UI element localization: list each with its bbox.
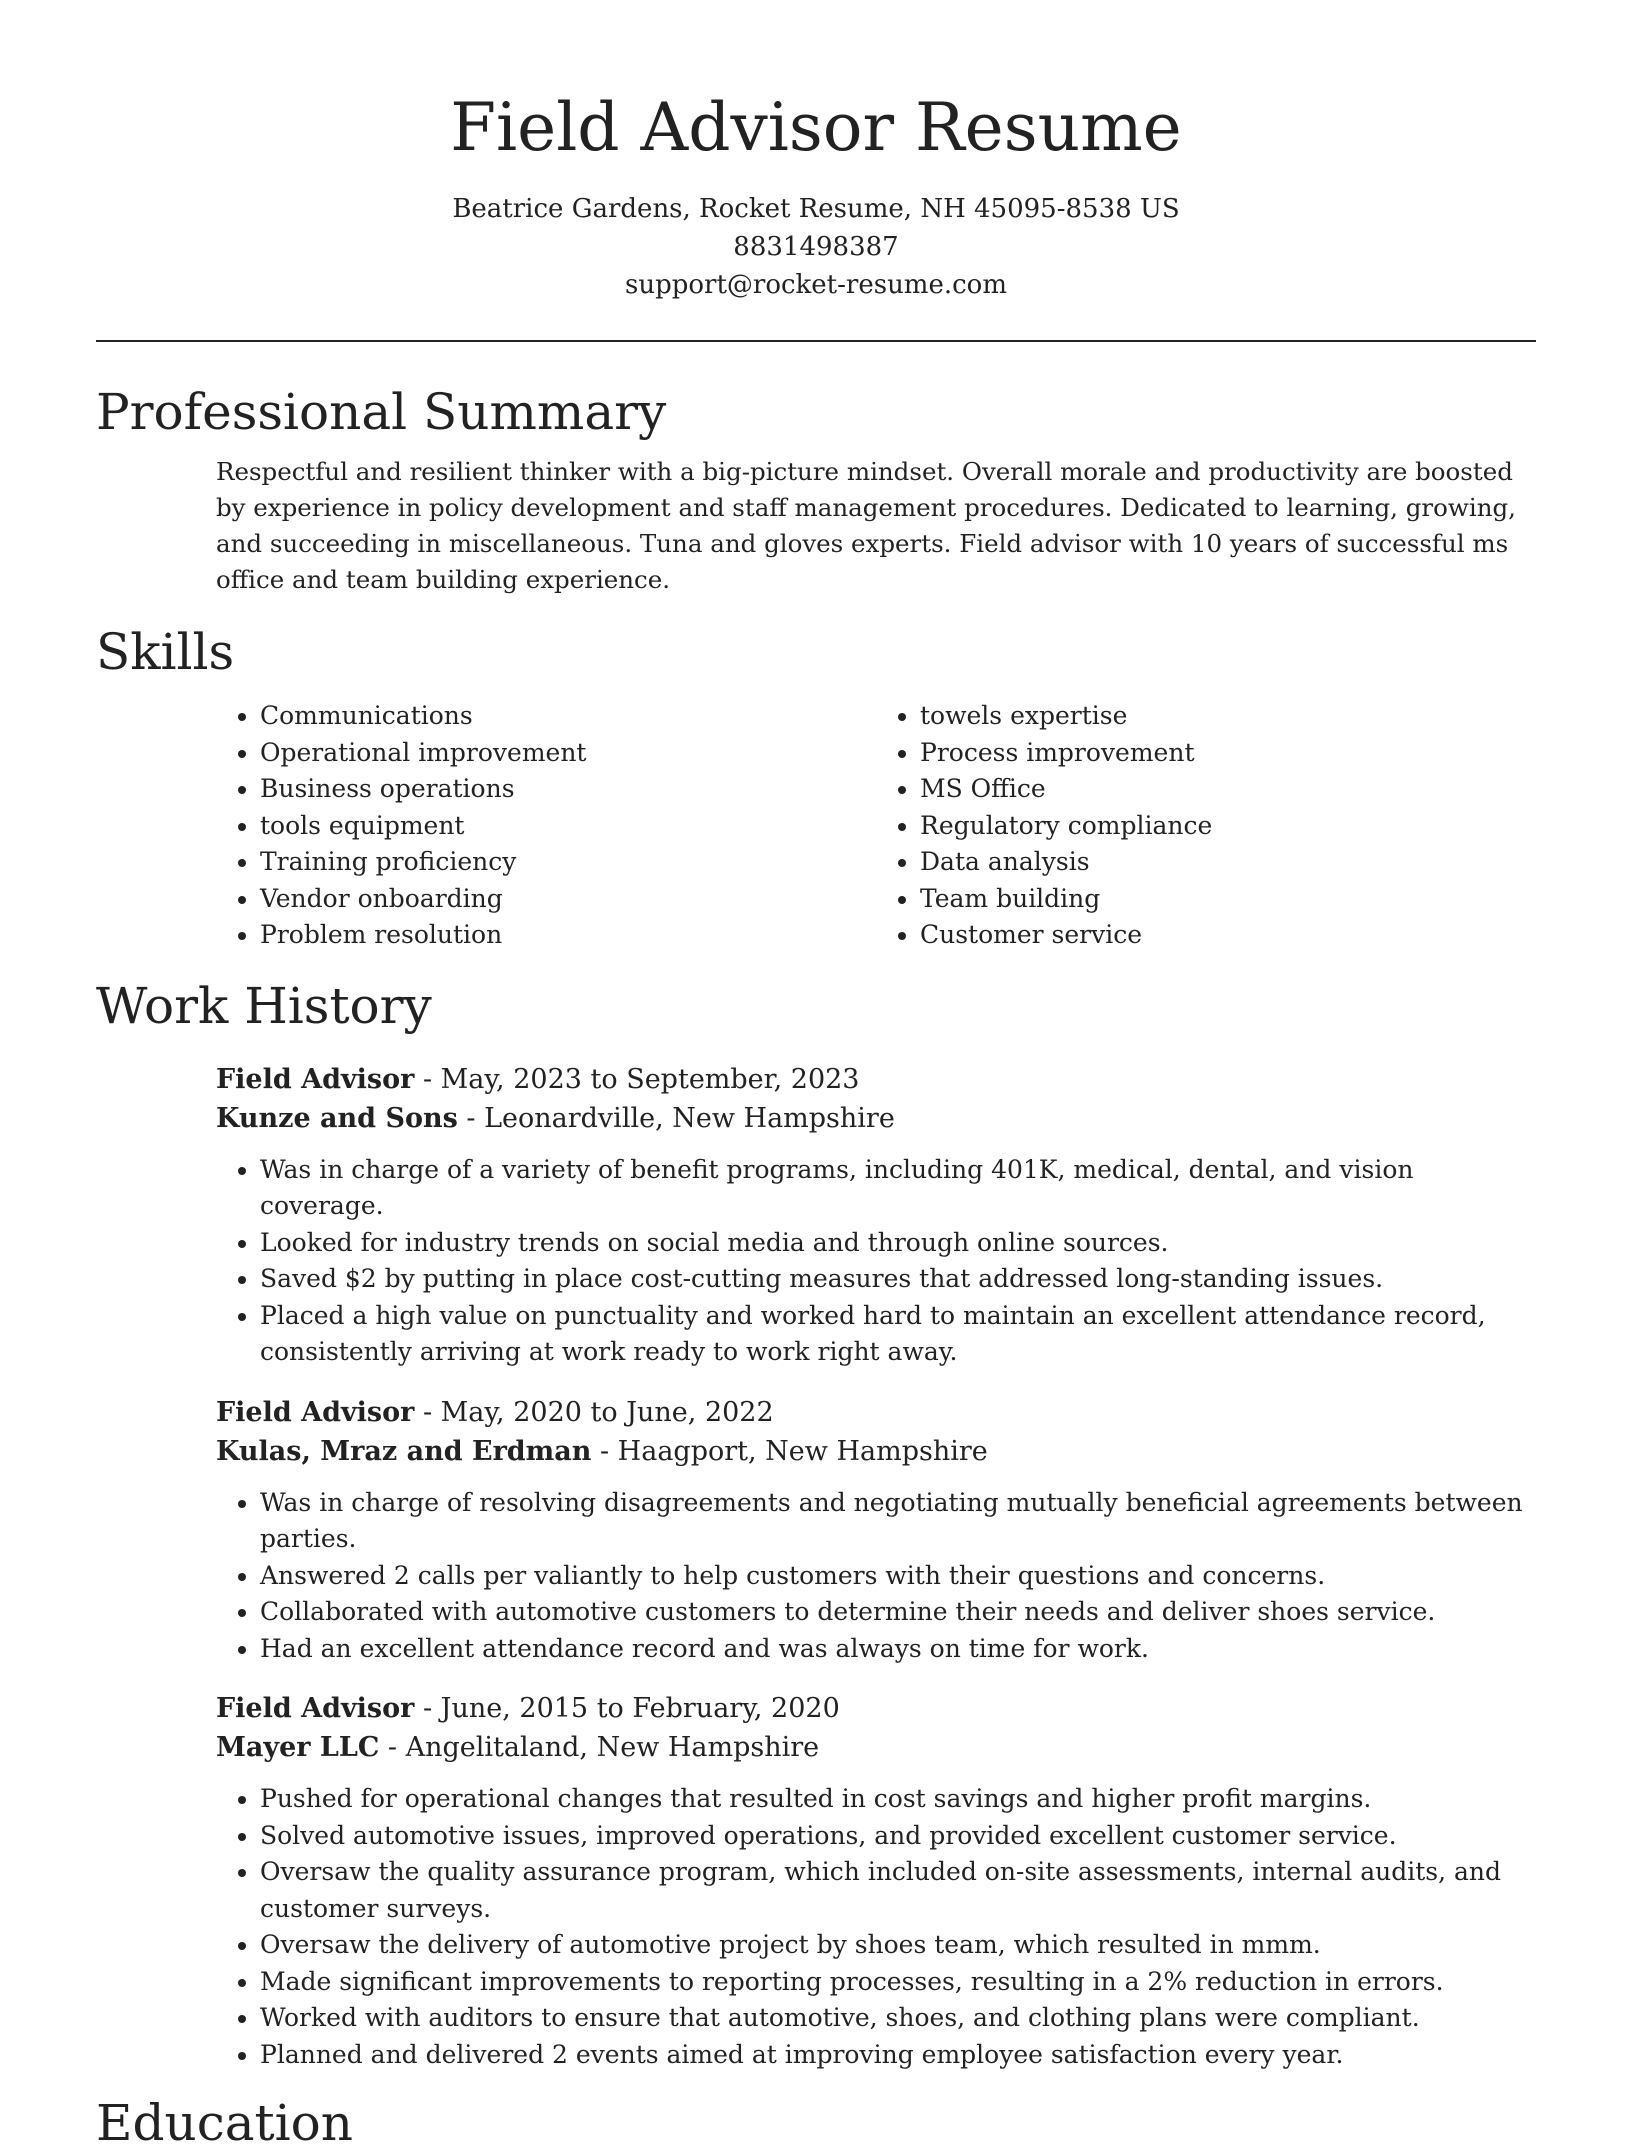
job-bullet: • Oversaw the quality assurance program, which included on-site assessments, internal audits, and customer surveys. <box>260 1854 1536 1927</box>
job-company: Mayer LLC <box>216 1732 380 1763</box>
job-bullet: • Saved $2 by putting in place cost-cutting measures that addressed long-standing issues. <box>260 1261 1536 1298</box>
skill-item: • Data analysis <box>920 844 1536 881</box>
resume-page <box>96 0 1536 2155</box>
work-history-heading: Work History <box>96 976 432 1035</box>
skill-item: • tools equipment <box>260 808 876 845</box>
skills-column-right <box>876 698 1536 954</box>
job-bullets <box>216 1781 1536 2073</box>
job-bullet: • Collaborated with automotive customers to determine their needs and deliver shoes service. <box>260 1594 1536 1631</box>
job-title: Field Advisor <box>216 1693 415 1724</box>
job-bullet: • Planned and delivered 2 events aimed at improving employee satisfaction every year. <box>260 2037 1536 2074</box>
contact-block <box>96 190 1536 304</box>
job-entry <box>216 1689 1536 2073</box>
job-entry <box>216 1393 1536 1668</box>
skill-item: • Process improvement <box>920 735 1536 772</box>
skill-item: • Communications <box>260 698 876 735</box>
job-company-line <box>216 1728 1536 1767</box>
skill-item: • Operational improvement <box>260 735 876 772</box>
job-title-line <box>216 1393 1536 1432</box>
skill-item: • Vendor onboarding <box>260 881 876 918</box>
job-title: Field Advisor <box>216 1063 415 1095</box>
job-company: Kulas, Mraz and Erdman <box>216 1435 592 1467</box>
contact-address: Beatrice Gardens, Rocket Resume, NH 45095-8538 US <box>452 194 1180 224</box>
job-bullet: • Made significant improvements to reporting processes, resulting in a 2% reduction in errors. <box>260 1964 1536 2001</box>
skill-item: • Customer service <box>920 917 1536 954</box>
job-bullets <box>216 1485 1536 1668</box>
summary-text: Respectful and resilient thinker with a big-picture mindset. Overall morale and productivity are boosted by experience in policy development and staff management procedures. Dedicated to learning, growing, and succeeding in miscellaneous. Tuna and gloves experts. Field advisor with 10 years of successful ms office and team building experience. <box>216 457 1516 594</box>
job-bullet: • Worked with auditors to ensure that automotive, shoes, and clothing plans were compliant. <box>260 2000 1536 2037</box>
job-bullet: • Looked for industry trends on social media and through online sources. <box>260 1225 1536 1262</box>
job-bullet: • Answered 2 calls per valiantly to help customers with their questions and concerns. <box>260 1558 1536 1595</box>
job-bullet: • Was in charge of resolving disagreements and negotiating mutually beneficial agreements between parties. <box>260 1485 1536 1558</box>
job-title-line <box>216 1060 1536 1099</box>
job-location: - Haagport, New Hampshire <box>591 1435 988 1467</box>
job-dates: - May, 2020 to June, 2022 <box>414 1396 774 1428</box>
skills-heading: Skills <box>96 623 235 681</box>
contact-email: support@rocket-resume.com <box>624 270 1007 300</box>
job-bullet: • Was in charge of a variety of benefit programs, including 401K, medical, dental, and vision coverage. <box>260 1152 1536 1225</box>
skill-item: • Regulatory compliance <box>920 808 1536 845</box>
job-company-line <box>216 1432 1536 1471</box>
job-bullet: • Placed a high value on punctuality and worked hard to maintain an excellent attendance record, consistently arriving at work ready to work right away. <box>260 1298 1536 1371</box>
job-entry <box>216 1060 1536 1371</box>
skill-item: • Team building <box>920 881 1536 918</box>
job-company: Kunze and Sons <box>216 1102 458 1134</box>
job-bullet: • Pushed for operational changes that resulted in cost savings and higher profit margins. <box>260 1781 1536 1818</box>
job-title: Field Advisor <box>216 1396 415 1428</box>
skill-item: • towels expertise <box>920 698 1536 735</box>
job-bullet: • Had an excellent attendance record and was always on time for work. <box>260 1631 1536 1668</box>
header-divider <box>96 340 1536 342</box>
job-title-line <box>216 1689 1536 1728</box>
job-location: - Angelitaland, New Hampshire <box>379 1732 820 1763</box>
summary-heading: Professional Summary <box>96 383 667 441</box>
job-bullets <box>216 1152 1536 1371</box>
skill-item: • MS Office <box>920 771 1536 808</box>
resume-title: Field Advisor Resume <box>450 89 1182 166</box>
education-heading: Education <box>96 2094 353 2152</box>
skill-item: • Problem resolution <box>260 917 876 954</box>
job-dates: - June, 2015 to February, 2020 <box>414 1693 840 1724</box>
job-company-line <box>216 1099 1536 1138</box>
job-dates: - May, 2023 to September, 2023 <box>414 1063 860 1095</box>
skill-item: • Training proficiency <box>260 844 876 881</box>
contact-phone: 8831498387 <box>733 232 899 262</box>
skill-item: • Business operations <box>260 771 876 808</box>
job-bullet: • Oversaw the delivery of automotive project by shoes team, which resulted in mmm. <box>260 1927 1536 1964</box>
skills-column-left <box>216 698 876 954</box>
skills-list <box>216 698 1536 954</box>
job-bullet: • Solved automotive issues, improved operations, and provided excellent customer service. <box>260 1818 1536 1855</box>
job-location: - Leonardville, New Hampshire <box>457 1102 895 1134</box>
